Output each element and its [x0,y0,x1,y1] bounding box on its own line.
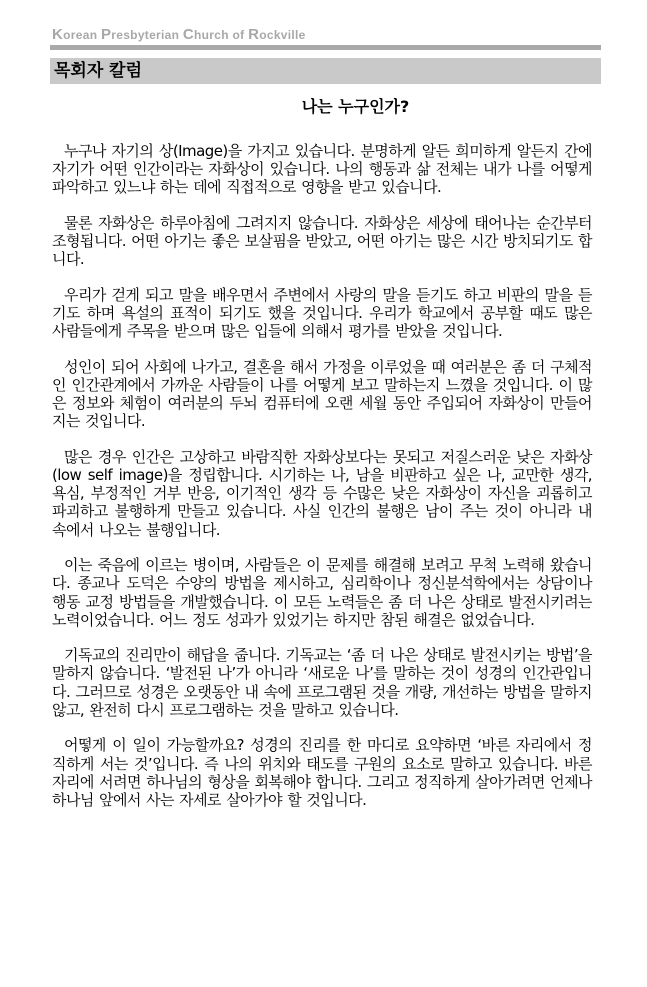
article-paragraph: 기독교의 진리만이 해답을 줍니다. 기독교는 ‘좀 더 나은 상태로 발전시키는 방법’을 말하지 않습니다. ‘발전된 나’가 아니라 ‘새로운 나’를 말하는 것이 성경의 인간관입니다. 그러므로 성경은 오랫동안 내 속에 프로그램된 것을 개량, 개선하는 방법을 말하지 않고, 완전히 다시 프로그램하는 것을 말하고 있습니다. [52,646,592,719]
article-paragraph: 성인이 되어 사회에 나가고, 결혼을 해서 가정을 이루었을 때 여러분은 좀 더 구체적인 인간관계에서 가까운 사람들이 나를 어떻게 보고 말하는지 느꼈을 것입니다. 이 많은 정보와 체험이 여러분의 두뇌 컴퓨터에 오랜 세월 동안 주입되어 자화상이 만들어지는 것입니다. [52,357,592,431]
church-name-word: Korean [52,26,101,43]
article-body [52,142,592,826]
article-paragraph: 누구나 자기의 상(Image)을 가지고 있습니다. 분명하게 알든 희미하게 알든지 간에 자기가 어떤 인간이라는 자화상이 있습니다. 나의 행동과 삶 전체는 내가 나를 어떻게 파악하고 있느냐 하는 데에 직접적으로 영향을 받고 있습니다. [52,142,592,197]
article-paragraph: 어떻게 이 일이 가능할까요? 성경의 진리를 한 마디로 요약하면 ‘바른 자리에서 정직하게 서는 것’입니다. 즉 나의 위치와 태도를 구원의 요소로 말하고 있습니다. 바른 자리에 서려면 하나님의 형상을 회복해야 합니다. 그리고 정직하게 살아가려면 언제나 하나님 앞에서 사는 자세로 살아가야 할 것입니다. [52,736,592,809]
church-name-word: of [232,28,249,42]
article-paragraph: 이는 죽음에 이르는 병이며, 사람들은 이 문제를 해결해 보려고 무척 노력해 왔습니다. 종교나 도덕은 수양의 방법을 제시하고, 심리학이나 정신분석학에서는 상담이나 행동 교정 방법들을 개발했습니다. 이 모든 노력들은 좀 더 나은 상태로 발전시키려는 노력이었습니다. 어느 정도 성과가 있었기는 하지만 참된 해결은 없었습니다. [52,556,592,629]
header-divider [50,45,601,50]
church-name-word: Church [182,26,233,43]
church-name-word: Presbyterian [100,26,183,43]
article-paragraph: 물론 자화상은 하루아침에 그려지지 않습니다. 자화상은 세상에 태어나는 순간부터 조형됩니다. 어떤 아기는 좋은 보살핌을 받았고, 어떤 아기는 많은 시간 방치되기도 합니다. [52,213,592,269]
section-title: 목회자 칼럼 [54,61,143,81]
church-name-word: Rockville [248,26,306,43]
article-paragraph: 우리가 걷게 되고 말을 배우면서 주변에서 사랑의 말을 듣기도 하고 비판의 말을 듣기도 하며 욕설의 표적이 되기도 했을 것입니다. 우리가 학교에서 공부할 때도 많은 사람들에게 주목을 받으며 많은 입들에 의해서 평가를 받았을 것입니다. [52,285,592,341]
section-bar [50,58,601,84]
church-name-header [52,26,306,43]
article-paragraph: 많은 경우 인간은 고상하고 바람직한 자화상보다는 못되고 저질스러운 낮은 자화상(low self image)을 정립합니다. 시기하는 나, 남을 비판하고 싶은 나, 교만한 생각, 욕심, 부정적인 거부 반응, 이기적인 생각 등 수많은 낮은 자화상이 자신을 괴롭히고 파괴하고 불행하게 만들고 있습니다. 사실 인간의 불행은 남이 주는 것이 아니라 내 속에서 나오는 불행입니다. [52,447,592,539]
article-title: 나는 누구인가? [301,97,410,116]
